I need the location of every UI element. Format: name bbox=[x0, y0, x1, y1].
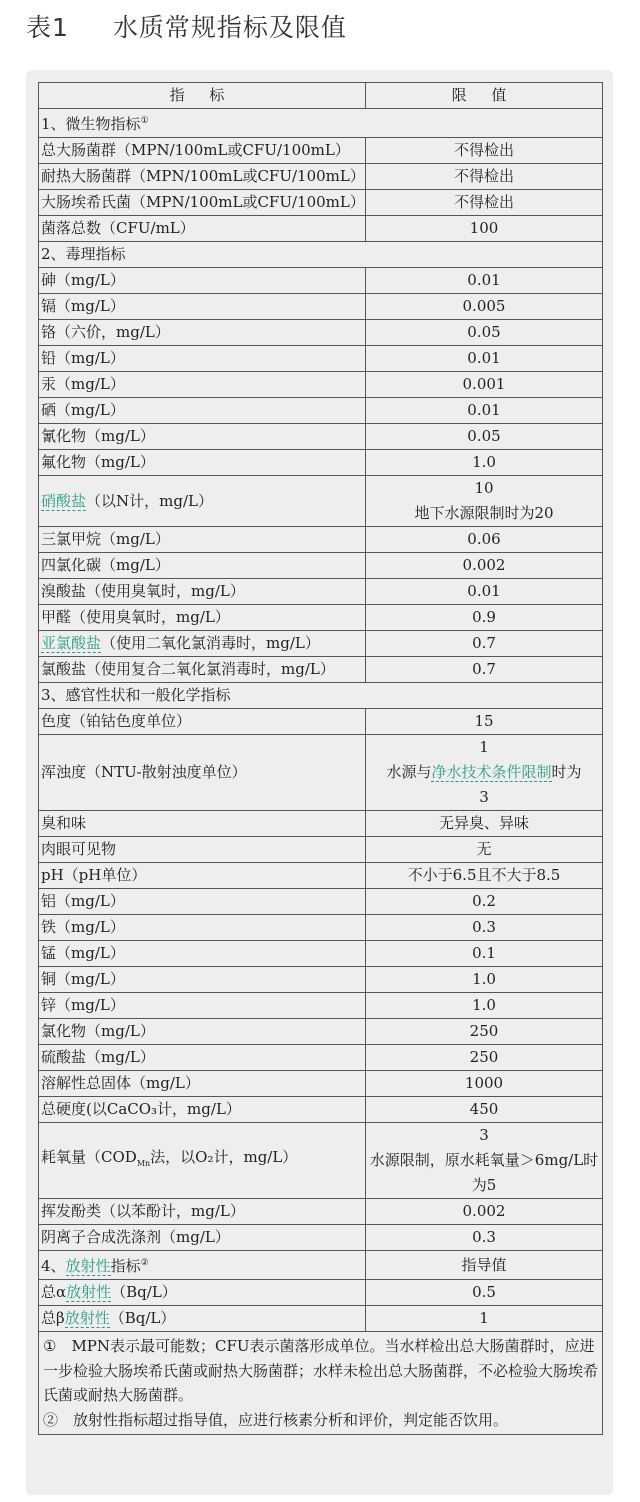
limit-value: 不得检出 bbox=[453, 167, 514, 185]
indicator-cell bbox=[39, 476, 366, 527]
indicator-label: 铬（六价，mg/L） bbox=[41, 323, 170, 341]
limit-cell bbox=[366, 476, 603, 527]
page-title bbox=[26, 8, 347, 48]
table-row bbox=[39, 346, 603, 372]
table-row bbox=[39, 294, 603, 320]
table-row bbox=[39, 268, 603, 294]
indicator-cell bbox=[39, 216, 366, 242]
limit-value: 1.0 bbox=[472, 996, 496, 1014]
limit-cell bbox=[366, 915, 603, 941]
footnote: ② 放射性指标超过指导值，应进行核素分析和评价，判定能否饮用。 bbox=[43, 1410, 509, 1429]
indicator-prefix: 总α bbox=[41, 1283, 67, 1301]
limit-value: 0.1 bbox=[472, 944, 496, 962]
table-row bbox=[39, 889, 603, 915]
indicator-label: 肉眼可见物 bbox=[41, 840, 117, 858]
table-row bbox=[39, 372, 603, 398]
limit-value: 0.5 bbox=[472, 1283, 496, 1301]
limit-value: 0.01 bbox=[467, 349, 501, 367]
limit-value: 0.005 bbox=[462, 297, 506, 315]
keyword-link: 放射性 bbox=[64, 1309, 110, 1327]
limit-value: 0.01 bbox=[467, 271, 501, 289]
keyword-link: 放射性 bbox=[65, 1257, 111, 1275]
limit-value: 不得检出 bbox=[453, 141, 514, 159]
indicator-cell bbox=[39, 915, 366, 941]
table-row bbox=[39, 1280, 603, 1306]
water-quality-table bbox=[38, 82, 603, 1435]
indicator-label: 镉（mg/L） bbox=[41, 297, 125, 315]
limit-cell bbox=[366, 346, 603, 372]
indicator-cell bbox=[39, 605, 366, 631]
limit-cell bbox=[366, 553, 603, 579]
limit-cell bbox=[366, 1225, 603, 1251]
indicator-cell bbox=[39, 527, 366, 553]
keyword-link: 硝酸盐 bbox=[41, 491, 87, 510]
table-row bbox=[39, 476, 603, 527]
indicator-cell bbox=[39, 837, 366, 863]
table-row bbox=[39, 735, 603, 811]
table-row bbox=[39, 1071, 603, 1097]
limit-value: 0.9 bbox=[472, 608, 496, 626]
footnote: ① MPN表示最可能数；CFU表示菌落形成单位。当水样检出总大肠菌群时，应进一步检验大肠埃希氏菌或耐热大肠菌群；水样未检出总大肠菌群，不必检验大肠埃希氏菌或耐热大肠菌群。 bbox=[43, 1337, 599, 1404]
indicator-cell bbox=[39, 1071, 366, 1097]
indicator-cell bbox=[39, 1251, 366, 1280]
indicator-prefix: 总β bbox=[41, 1309, 65, 1327]
table-row bbox=[39, 1306, 603, 1332]
indicator-cell bbox=[39, 242, 603, 268]
indicator-cell bbox=[39, 941, 366, 967]
indicator-cell bbox=[39, 1019, 366, 1045]
limit-cell bbox=[366, 1071, 603, 1097]
indicator-label: 挥发酚类（以苯酚计，mg/L） bbox=[41, 1202, 245, 1220]
limit-note bbox=[368, 760, 600, 785]
indicator-label: 色度（铂钴色度单位） bbox=[41, 712, 192, 730]
limit-cell bbox=[366, 709, 603, 735]
indicator-label: 氟化物（mg/L） bbox=[41, 453, 155, 471]
indicator-label: 耗氧量（COD bbox=[41, 1148, 137, 1166]
indicator-label: 铁（mg/L） bbox=[41, 918, 125, 936]
limit-value: 不小于6.5且不大于8.5 bbox=[407, 866, 561, 884]
indicator-label: 四氯化碳（mg/L） bbox=[41, 556, 170, 574]
limit-value: 250 bbox=[469, 1022, 499, 1040]
indicator-label-suffix: 法，以O₂计，mg/L） bbox=[150, 1148, 298, 1166]
limit-value: 0.05 bbox=[467, 323, 501, 341]
table-row bbox=[39, 967, 603, 993]
table-row bbox=[39, 993, 603, 1019]
indicator-cell bbox=[39, 138, 366, 164]
table-row bbox=[39, 709, 603, 735]
indicator-cell bbox=[39, 735, 366, 811]
table-row bbox=[39, 527, 603, 553]
indicator-label: 耐热大肠菌群（MPN/100mL或CFU/100mL） bbox=[41, 167, 365, 185]
table-row bbox=[39, 450, 603, 476]
limit-cell bbox=[366, 268, 603, 294]
table-row bbox=[39, 657, 603, 683]
table-row bbox=[39, 424, 603, 450]
table-row bbox=[39, 398, 603, 424]
indicator-cell bbox=[39, 268, 366, 294]
table-row bbox=[39, 164, 603, 190]
limit-value: 0.2 bbox=[472, 892, 496, 910]
limit-cell bbox=[366, 1045, 603, 1071]
indicator-label: 菌落总数（CFU/mL） bbox=[41, 219, 195, 237]
limit-value: 0.06 bbox=[467, 530, 501, 548]
limit-cell bbox=[366, 993, 603, 1019]
limit-cell bbox=[366, 1306, 603, 1332]
table-row bbox=[39, 1097, 603, 1123]
indicator-label: （Bq/L） bbox=[111, 1283, 177, 1301]
table-row bbox=[39, 837, 603, 863]
indicator-label: 锰（mg/L） bbox=[41, 944, 125, 962]
limit-value: 1 bbox=[479, 738, 489, 756]
table-row bbox=[39, 138, 603, 164]
indicator-cell bbox=[39, 346, 366, 372]
header-indicator: 指 标 bbox=[39, 83, 366, 109]
limit-value: 0.7 bbox=[472, 634, 496, 652]
section-row bbox=[39, 242, 603, 268]
limit-cell bbox=[366, 1280, 603, 1306]
limit-value: 指导值 bbox=[461, 1255, 507, 1274]
table-row bbox=[39, 1225, 603, 1251]
limit-value: 100 bbox=[469, 219, 499, 237]
limit-value: 1000 bbox=[464, 1074, 504, 1092]
limit-value: 1 bbox=[479, 1309, 489, 1327]
limit-cell bbox=[366, 863, 603, 889]
indicator-cell bbox=[39, 579, 366, 605]
indicator-label: （使用二氧化氯消毒时，mg/L） bbox=[101, 634, 320, 652]
limit-cell bbox=[366, 320, 603, 346]
limit-cell bbox=[366, 657, 603, 683]
indicator-label: 氯酸盐（使用复合二氧化氯消毒时，mg/L） bbox=[41, 660, 335, 678]
limit-cell bbox=[366, 527, 603, 553]
indicator-label: 硫酸盐（mg/L） bbox=[41, 1048, 155, 1066]
limit-value: 450 bbox=[469, 1100, 499, 1118]
limit-cell bbox=[366, 164, 603, 190]
indicator-label: 三氯甲烷（mg/L） bbox=[41, 530, 170, 548]
indicator-cell bbox=[39, 683, 603, 709]
indicator-cell bbox=[39, 190, 366, 216]
indicator-cell bbox=[39, 811, 366, 837]
limit-cell bbox=[366, 735, 603, 811]
limit-value: 15 bbox=[474, 712, 494, 730]
table-title: 水质常规指标及限值 bbox=[112, 13, 347, 42]
table-row bbox=[39, 1019, 603, 1045]
limit-value: 0.3 bbox=[472, 918, 496, 936]
indicator-label: 甲醛（使用臭氧时，mg/L） bbox=[41, 608, 230, 626]
header-limit: 限 值 bbox=[366, 83, 603, 109]
indicator-label: （以N计，mg/L） bbox=[86, 491, 213, 510]
limit-cell bbox=[366, 941, 603, 967]
indicator-cell bbox=[39, 1045, 366, 1071]
indicator-cell bbox=[39, 320, 366, 346]
footnote-mark: ① bbox=[140, 116, 149, 126]
indicator-cell bbox=[39, 553, 366, 579]
table-row bbox=[39, 190, 603, 216]
limit-value: 3 bbox=[479, 1126, 489, 1144]
limit-value: 0.001 bbox=[462, 375, 506, 393]
limit-value: 0.002 bbox=[462, 1202, 506, 1220]
limit-cell bbox=[366, 837, 603, 863]
limit-cell bbox=[366, 1123, 603, 1199]
indicator-label: 溶解性总固体（mg/L） bbox=[41, 1074, 200, 1092]
limit-value: 0.01 bbox=[467, 582, 501, 600]
limit-value: 1.0 bbox=[472, 970, 496, 988]
limit-cell bbox=[366, 811, 603, 837]
indicator-cell bbox=[39, 398, 366, 424]
table-row bbox=[39, 605, 603, 631]
section-label-prefix: 4、 bbox=[41, 1257, 66, 1275]
indicator-label: 总大肠菌群（MPN/100mL或CFU/100mL） bbox=[41, 141, 350, 159]
indicator-label: （Bq/L） bbox=[109, 1309, 176, 1327]
indicator-label: 砷（mg/L） bbox=[41, 271, 125, 289]
indicator-cell bbox=[39, 1306, 366, 1332]
limit-value: 无 bbox=[476, 840, 492, 858]
footnotes-cell bbox=[39, 1332, 603, 1435]
table-row bbox=[39, 579, 603, 605]
limit-cell bbox=[366, 190, 603, 216]
indicator-label: pH（pH单位） bbox=[41, 866, 147, 884]
indicator-cell bbox=[39, 372, 366, 398]
indicator-cell bbox=[39, 631, 366, 657]
indicator-cell bbox=[39, 657, 366, 683]
indicator-cell bbox=[39, 1280, 366, 1306]
limit-cell bbox=[366, 450, 603, 476]
limit-cell bbox=[366, 605, 603, 631]
indicator-label: 阴离子合成洗涤剂（mg/L） bbox=[41, 1228, 230, 1246]
indicator-label: 汞（mg/L） bbox=[41, 375, 125, 393]
indicator-cell bbox=[39, 1199, 366, 1225]
limit-note: 水源限制，原水耗氧量＞6mg/L时为5 bbox=[369, 1151, 599, 1194]
indicator-label: 大肠埃希氏菌（MPN/100mL或CFU/100mL） bbox=[41, 193, 365, 211]
subscript: Mn bbox=[136, 1159, 151, 1168]
indicator-cell bbox=[39, 294, 366, 320]
table-row bbox=[39, 216, 603, 242]
indicator-label: 浑浊度（NTU-散射浊度单位） bbox=[41, 763, 247, 781]
indicator-cell bbox=[39, 709, 366, 735]
footnote-mark: ② bbox=[140, 1258, 149, 1268]
section-row bbox=[39, 109, 603, 138]
table-row bbox=[39, 320, 603, 346]
indicator-label: 氰化物（mg/L） bbox=[41, 427, 155, 445]
table-row bbox=[39, 553, 603, 579]
section-row bbox=[39, 683, 603, 709]
limit-value: 无异臭、异味 bbox=[438, 814, 529, 832]
limit-value: 不得检出 bbox=[453, 193, 514, 211]
section-label: 1、微生物指标 bbox=[41, 115, 141, 133]
indicator-cell bbox=[39, 863, 366, 889]
indicator-cell bbox=[39, 109, 603, 138]
limit-value: 250 bbox=[469, 1048, 499, 1066]
limit-value: 1.0 bbox=[472, 453, 496, 471]
limit-cell bbox=[366, 579, 603, 605]
indicator-cell bbox=[39, 424, 366, 450]
limit-cell bbox=[366, 967, 603, 993]
table-row bbox=[39, 631, 603, 657]
indicator-cell bbox=[39, 1123, 366, 1199]
section-row bbox=[39, 1251, 603, 1280]
table-row bbox=[39, 915, 603, 941]
keyword-link: 亚氯酸盐 bbox=[41, 634, 102, 652]
table-header-row bbox=[39, 83, 603, 109]
indicator-label: 锌（mg/L） bbox=[41, 996, 125, 1014]
indicator-cell bbox=[39, 1225, 366, 1251]
limit-cell bbox=[366, 138, 603, 164]
section-label: 2、毒理指标 bbox=[41, 245, 126, 263]
limit-value: 10 bbox=[474, 479, 494, 497]
limit-cell bbox=[366, 631, 603, 657]
indicator-cell bbox=[39, 967, 366, 993]
table-row bbox=[39, 1123, 603, 1199]
table-number: 表1 bbox=[26, 13, 69, 42]
limit-cell bbox=[366, 424, 603, 450]
indicator-cell bbox=[39, 993, 366, 1019]
indicator-cell bbox=[39, 164, 366, 190]
limit-cell bbox=[366, 294, 603, 320]
limit-note: 地下水源限制时为20 bbox=[414, 504, 554, 522]
indicator-label: 铜（mg/L） bbox=[41, 970, 125, 988]
indicator-label: 铅（mg/L） bbox=[41, 349, 125, 367]
limit-cell bbox=[366, 372, 603, 398]
limit-cell bbox=[366, 216, 603, 242]
limit-value: 0.01 bbox=[467, 401, 501, 419]
table-row bbox=[39, 811, 603, 837]
limit-value: 0.002 bbox=[462, 556, 506, 574]
limit-cell bbox=[366, 1199, 603, 1225]
indicator-cell bbox=[39, 450, 366, 476]
keyword-link: 放射性 bbox=[66, 1283, 112, 1301]
keyword-link: 净水技术条件限制 bbox=[431, 763, 552, 781]
limit-note-text: 水源与 bbox=[386, 763, 432, 781]
limit-cell bbox=[366, 1019, 603, 1045]
indicator-label: 铝（mg/L） bbox=[41, 892, 125, 910]
table-row bbox=[39, 1045, 603, 1071]
footnotes-row bbox=[39, 1332, 603, 1435]
section-label-suffix: 指标 bbox=[110, 1257, 141, 1275]
indicator-label: 硒（mg/L） bbox=[41, 401, 125, 419]
table-row bbox=[39, 863, 603, 889]
limit-cell bbox=[366, 889, 603, 915]
limit-note-text: 时为 bbox=[551, 763, 582, 781]
limit-value: 0.3 bbox=[472, 1228, 496, 1246]
indicator-label: 臭和味 bbox=[41, 814, 87, 832]
limit-value: 0.7 bbox=[472, 660, 496, 678]
limit-cell bbox=[366, 1251, 603, 1280]
limit-cell bbox=[366, 398, 603, 424]
limit-value: 0.05 bbox=[467, 427, 501, 445]
table-row bbox=[39, 1199, 603, 1225]
limit-value: 3 bbox=[479, 788, 489, 806]
limit-cell bbox=[366, 1097, 603, 1123]
indicator-label: 总硬度(以CaCO₃计，mg/L） bbox=[41, 1100, 241, 1118]
indicator-cell bbox=[39, 1097, 366, 1123]
indicator-cell bbox=[39, 889, 366, 915]
section-label: 3、感官性状和一般化学指标 bbox=[41, 686, 231, 704]
indicator-label: 氯化物（mg/L） bbox=[41, 1022, 155, 1040]
table-row bbox=[39, 941, 603, 967]
indicator-label: 溴酸盐（使用臭氧时，mg/L） bbox=[41, 582, 245, 600]
